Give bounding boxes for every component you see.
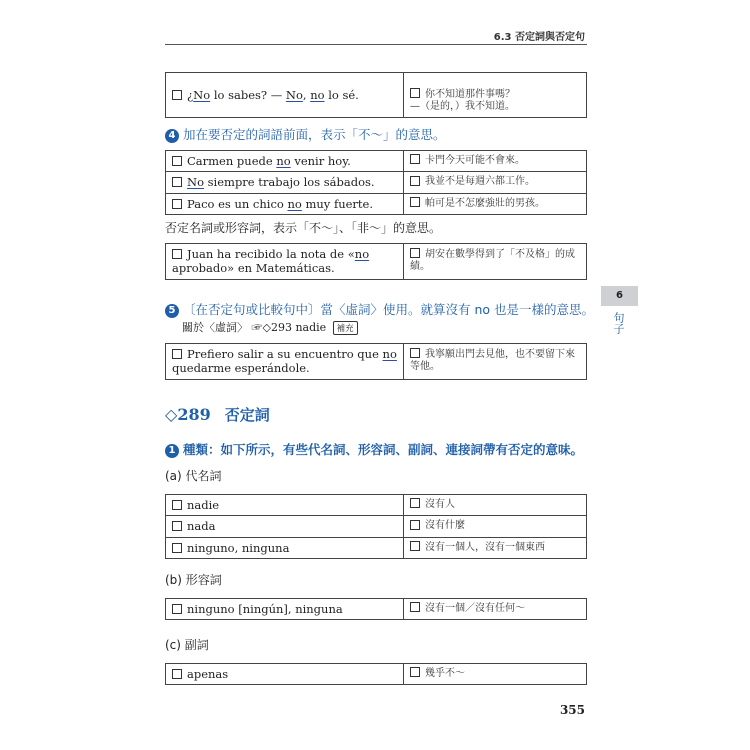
table-row — [166, 172, 587, 193]
chinese-cell: 沒有人 — [404, 495, 587, 516]
number-badge: 5 — [165, 304, 179, 318]
chinese-cell: 沒有一個／沒有任何～ — [404, 599, 587, 620]
checkbox-icon — [172, 500, 182, 510]
chapter-label: 句子 — [612, 312, 625, 334]
checkbox-icon — [172, 349, 182, 359]
table-row — [166, 495, 587, 516]
adjective-table — [165, 598, 587, 620]
section-heading — [165, 404, 270, 425]
checkbox-icon — [172, 90, 182, 100]
header-rule — [165, 44, 587, 45]
table-row — [166, 599, 587, 620]
checkbox-icon — [410, 197, 420, 207]
chinese-cell: 幾乎不～ — [404, 664, 587, 685]
example-table-1 — [165, 150, 587, 215]
table-row — [166, 537, 587, 558]
section-number: 289 — [177, 405, 211, 424]
spanish-cell: ¿No lo sabes? — No, no lo sé. — [166, 73, 404, 118]
checkbox-icon — [172, 521, 182, 531]
chinese-cell: 我並不是每週六都工作。 — [404, 172, 587, 193]
chinese-cell: 帕可是不怎麼強壯的男孩。 — [404, 193, 587, 214]
chinese-cell: 沒有什麼 — [404, 516, 587, 537]
checkbox-icon — [410, 176, 420, 186]
table-row — [166, 151, 587, 172]
number-badge: 4 — [165, 129, 179, 143]
point-1: 1 種類：如下所示，有些代名詞、形容詞、副詞、連接詞帶有否定的意味。 — [165, 440, 583, 458]
spanish-cell: apenas — [166, 664, 404, 685]
table-row — [166, 244, 587, 280]
chinese-cell: 沒有一個人，沒有一個東西 — [404, 537, 587, 558]
checkbox-icon — [410, 498, 420, 508]
checkbox-icon — [410, 248, 420, 258]
page-number: 355 — [559, 703, 585, 717]
checkbox-icon — [172, 604, 182, 614]
example-table-0 — [165, 72, 587, 118]
checkbox-icon — [172, 543, 182, 553]
chapter-tab: 6 — [601, 286, 638, 306]
checkbox-icon — [410, 520, 420, 530]
example-table-2 — [165, 243, 587, 280]
chinese-cell: 胡安在數學得到了「不及格」的成績。 — [404, 244, 587, 280]
number-badge: 1 — [165, 444, 179, 458]
spanish-cell: No siempre trabajo los sábados. — [166, 172, 404, 193]
table-row — [166, 344, 587, 380]
checkbox-icon — [410, 88, 420, 98]
table-row — [166, 664, 587, 685]
spanish-cell: Juan ha recibido la nota de «no aprobado» en Matemáticas. — [166, 244, 404, 280]
table-row — [166, 516, 587, 537]
explanation-text: 否定名詞或形容詞，表示「不～」、「非～」的意思。 — [165, 221, 442, 235]
section-title: 否定詞 — [224, 406, 270, 424]
checkbox-icon — [410, 154, 420, 164]
chinese-cell: 你不知道那件事嗎？ —（是的，）我不知道。 — [404, 73, 587, 118]
subheading-a: (a) 代名詞 — [165, 469, 222, 483]
checkbox-icon — [172, 156, 182, 166]
adverb-table — [165, 663, 587, 685]
spanish-cell: nadie — [166, 495, 404, 516]
checkbox-icon — [410, 602, 420, 612]
cross-reference-link[interactable]: ☞◇293 nadie — [251, 321, 327, 334]
spanish-cell: ninguno [ningún], ninguna — [166, 599, 404, 620]
subheading-b: (b) 形容詞 — [165, 573, 222, 587]
running-head: 6.3 否定詞與否定句 — [493, 32, 585, 43]
spanish-cell: ninguno, ninguna — [166, 537, 404, 558]
checkbox-icon — [410, 348, 420, 358]
checkbox-icon — [410, 541, 420, 551]
checkbox-icon — [410, 667, 420, 677]
diamond-icon: ◇ — [165, 405, 178, 424]
spanish-cell: Prefiero salir a su encuentro que no quedarme esperándole. — [166, 344, 404, 380]
spanish-cell: Paco es un chico no muy fuerte. — [166, 193, 404, 214]
checkbox-icon — [172, 249, 182, 259]
supplement-tag: 補充 — [333, 321, 358, 335]
table-row — [166, 193, 587, 214]
example-table-3 — [165, 343, 587, 380]
checkbox-icon — [172, 669, 182, 679]
spanish-cell: Carmen puede no venir hoy. — [166, 151, 404, 172]
point-5: 5 〔在否定句或比較句中〕當〈虛詞〉使用。就算沒有 no 也是一樣的意思。 — [165, 300, 594, 318]
point-4: 4 加在要否定的詞語前面，表示「不～」的意思。 — [165, 125, 446, 143]
chinese-cell: 卡門今天可能不會來。 — [404, 151, 587, 172]
spanish-cell: nada — [166, 516, 404, 537]
table-row — [166, 73, 587, 118]
checkbox-icon — [172, 177, 182, 187]
pronoun-table — [165, 494, 587, 559]
subheading-c: (c) 副詞 — [165, 638, 209, 652]
reference-line: 關於〈虛詞〉 ☞◇293 nadie 補充 — [182, 319, 358, 335]
checkbox-icon — [172, 199, 182, 209]
chinese-cell: 我寧願出門去見他，也不要留下來等他。 — [404, 344, 587, 380]
